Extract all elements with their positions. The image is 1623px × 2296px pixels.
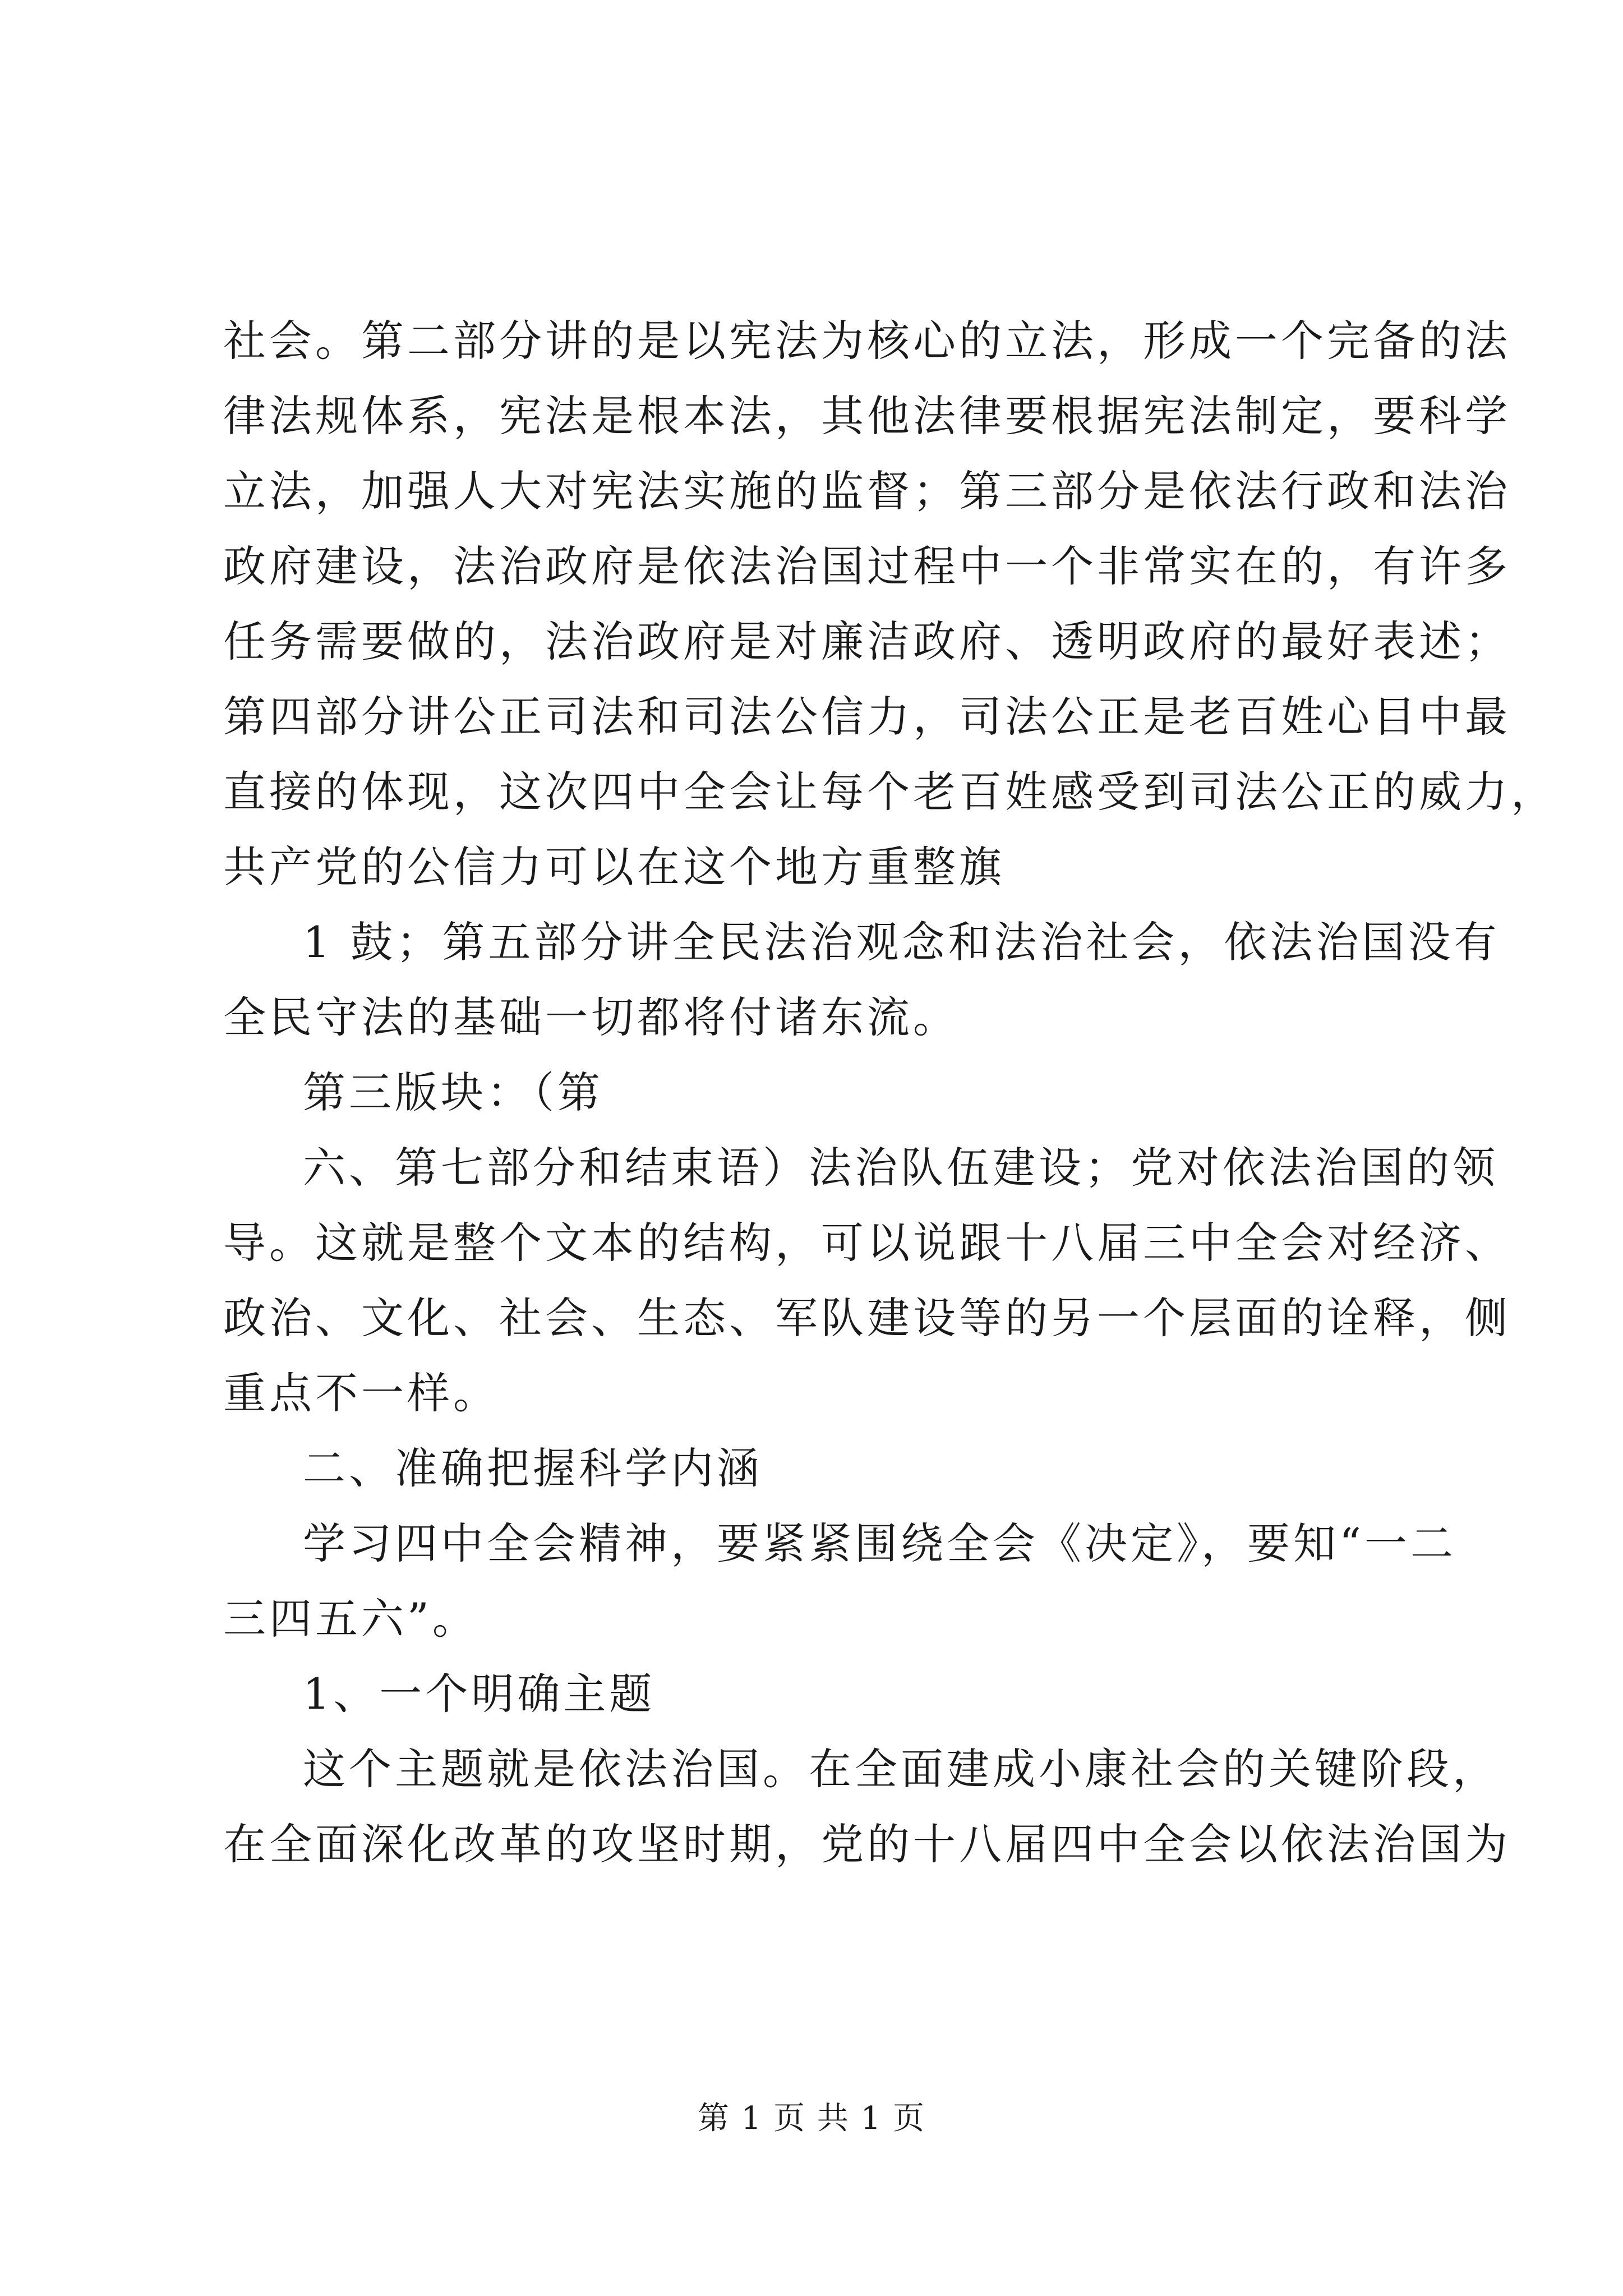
page-footer: 第 1 页 共 1 页	[697, 2100, 926, 2137]
text-line: 1 鼓；第五部分讲全民法治观念和法治社会，依法治国没有	[303, 917, 1500, 967]
text-line: 社会。第二部分讲的是以宪法为核心的立法，形成一个完备的法	[223, 316, 1511, 366]
text-line: 直接的体现，这次四中全会让每个老百姓感受到司法公正的威力，	[223, 767, 1557, 817]
subsection-heading: 1、一个明确主题	[303, 1669, 656, 1719]
text-line: 第三版块：（第	[303, 1068, 603, 1117]
text-line: 政治、文化、社会、生态、军队建设等的另一个层面的诠释，侧	[223, 1293, 1511, 1343]
text-line: 共产党的公信力可以在这个地方重整旗	[223, 842, 1005, 892]
text-line: 导。这就是整个文本的结构，可以说跟十八届三中全会对经济、	[223, 1218, 1511, 1268]
text-line: 在全面深化改革的攻坚时期，党的十八届四中全会以依法治国为	[223, 1819, 1511, 1869]
text-line: 学习四中全会精神，要紧紧围绕全会《决定》，要知“一二	[303, 1519, 1456, 1568]
text-line: 政府建设，法治政府是依法治国过程中一个非常实在的，有许多	[223, 541, 1511, 591]
text-line: 立法，加强人大对宪法实施的监督；第三部分是依法行政和法治	[223, 466, 1511, 516]
text-line: 重点不一样。	[223, 1368, 499, 1418]
text-line: 这个主题就是依法治国。在全面建成小康社会的关键阶段，	[303, 1744, 1498, 1794]
text-line: 六、第七部分和结束语）法治队伍建设；党对依法治国的领	[303, 1143, 1498, 1193]
text-line: 三四五六”。	[223, 1594, 478, 1644]
section-heading: 二、准确把握科学内涵	[303, 1443, 763, 1493]
text-line: 律法规体系，宪法是根本法，其他法律要根据宪法制定，要科学	[223, 391, 1511, 441]
text-line: 第四部分讲公正司法和司法公信力，司法公正是老百姓心目中最	[223, 692, 1511, 742]
text-line: 全民守法的基础一切都将付诸东流。	[223, 992, 959, 1042]
text-line: 任务需要做的，法治政府是对廉洁政府、透明政府的最好表述；	[223, 616, 1511, 666]
